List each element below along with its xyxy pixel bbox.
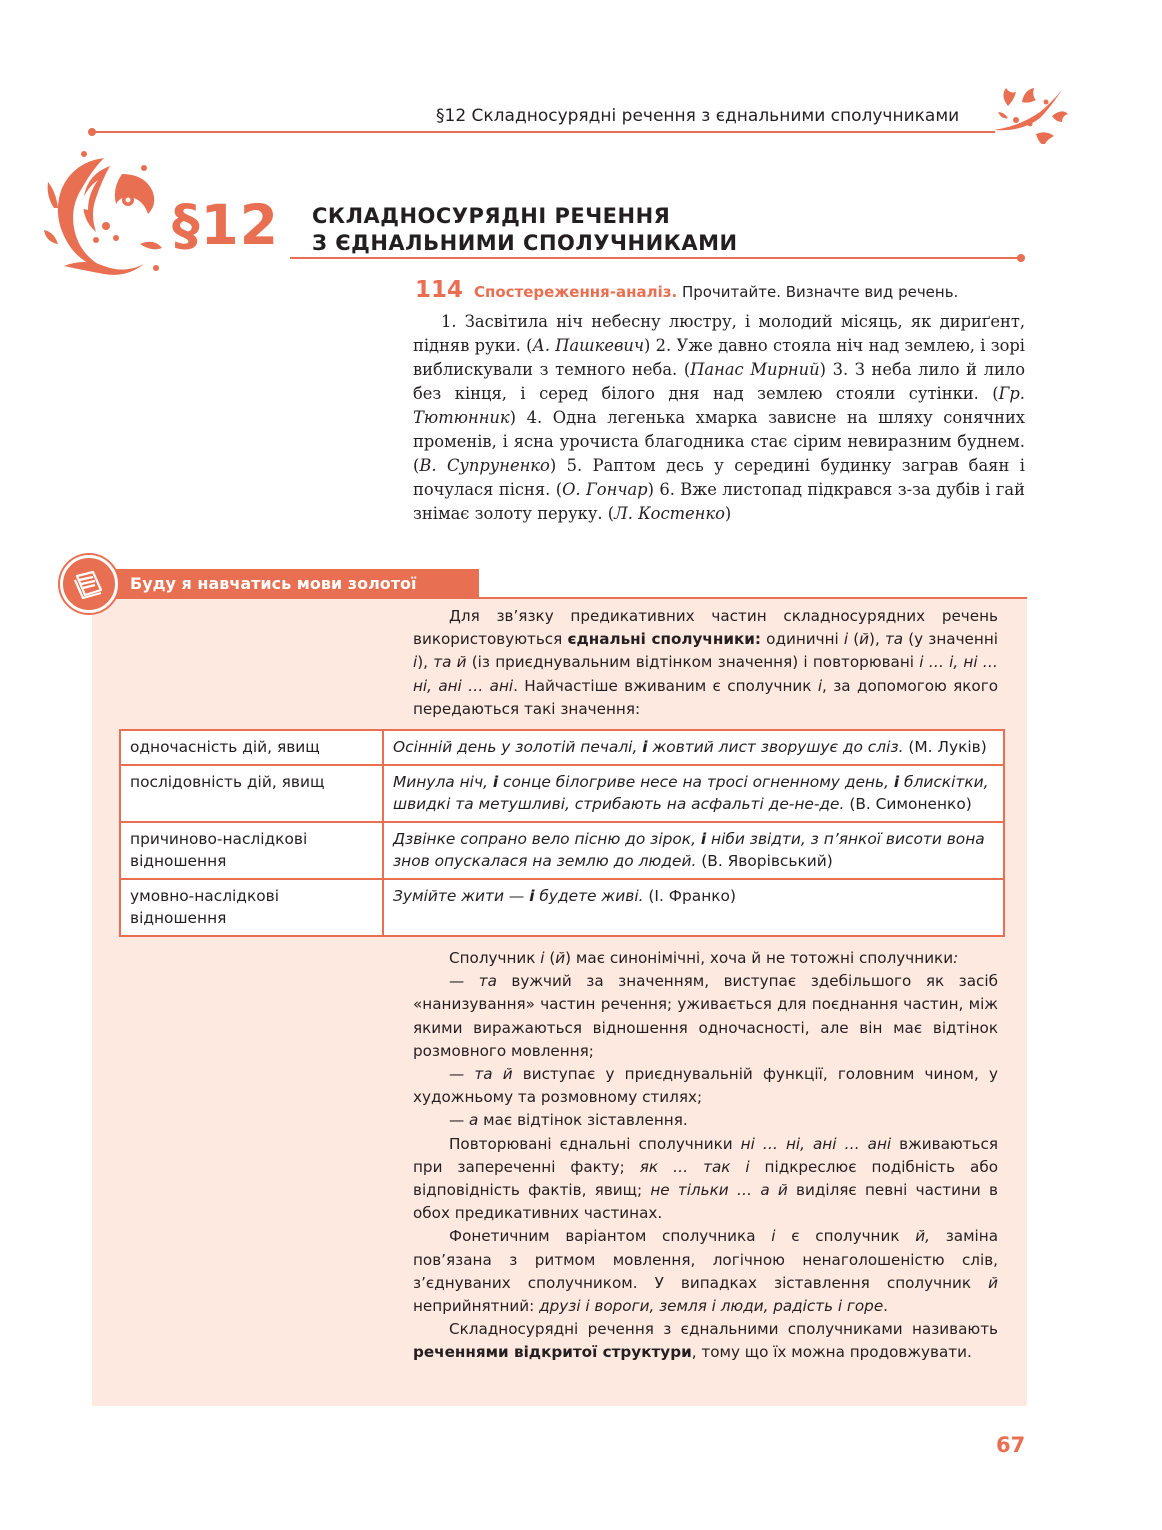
page-number: 67 bbox=[996, 1433, 1026, 1457]
exercise-text bbox=[413, 310, 1025, 526]
theory-text-run: ) має синонімічні, хоча й не тотожні сполучники bbox=[565, 949, 954, 967]
theory-text-run: і bbox=[771, 1227, 776, 1246]
exercise-paragraph bbox=[413, 310, 1025, 526]
floral-ornament-icon bbox=[44, 148, 166, 286]
theory-paragraph bbox=[413, 1133, 998, 1226]
meaning-example bbox=[383, 765, 1004, 822]
example-run: блискітки, швидкі та метушливі, стрибають на асфальті де-не-де. bbox=[393, 773, 989, 813]
exercise-text-run: ) 4. Одна легенька хмарка зависне на шляху сонячних променів, і ясна урочиста благодника стає сірим невиразним буднем. ( bbox=[413, 408, 1025, 475]
exercise-task: Прочитайте. Визначте вид речень. bbox=[677, 283, 959, 301]
theory-intro bbox=[413, 605, 998, 721]
exercise-text-run: ) 6. Вже листопад підкрався з-за дубів і гай знімає золоту перуку. ( bbox=[413, 480, 1025, 523]
meaning-example bbox=[383, 822, 1004, 879]
section-title-line1: СКЛАДНОСУРЯДНІ РЕЧЕННЯ bbox=[312, 204, 671, 228]
theory-text-run: друзі і вороги, земля і люди, радість і горе bbox=[539, 1297, 884, 1316]
meanings-table bbox=[119, 729, 1005, 937]
theory-text-run: підкреслює подібність або відповідність фактів, явищ; bbox=[413, 1157, 998, 1200]
theory-text-run: виділяє певні частини в обох предикативних частинах. bbox=[413, 1181, 998, 1223]
example-run: (В. Яворівський) bbox=[696, 852, 833, 870]
theory-intro-run: ), bbox=[417, 653, 434, 672]
example-run: жовтий лист зворушує до сліз. bbox=[647, 738, 904, 756]
theory-intro-run: й bbox=[859, 630, 870, 649]
small-flower-ornament-icon bbox=[990, 82, 1070, 144]
theory-text-run: — bbox=[449, 972, 479, 991]
theory-text-run: : bbox=[953, 949, 959, 967]
meaning-label: причиново-наслідкові відношення bbox=[120, 822, 383, 879]
theory-text-run: а bbox=[469, 1111, 479, 1130]
example-run: Минула ніч, bbox=[393, 773, 493, 791]
theory-text-run: і bbox=[540, 949, 545, 967]
example-run: сонце білогриве несе на тросі огненному день, bbox=[498, 773, 894, 791]
theory-text-run: заміна пов’язана з ритмом мовлення, логічною ненаголошеністю слів, з’єднуваних сполучником. У випадках зіставлення сполучник bbox=[413, 1227, 998, 1292]
example-run: Дзвінке сопрано вело пісню до зірок, bbox=[393, 830, 701, 848]
theory-intro-run: єднальні сполучники: bbox=[567, 630, 762, 649]
theory-text-run: ( bbox=[544, 949, 556, 967]
theory-paragraph bbox=[413, 947, 998, 970]
theory-paragraph bbox=[413, 1063, 998, 1109]
header-rule bbox=[90, 131, 995, 133]
exercise-text-run: 1. Засвітила ніч небесну люстру, і молодий місяць, як дириґент, підняв руки. ( bbox=[413, 312, 1025, 355]
example-run: і bbox=[700, 830, 707, 848]
example-run: (М. Луків) bbox=[903, 738, 987, 756]
title-rule-dot bbox=[1017, 254, 1025, 262]
example-run: (В. Симоненко) bbox=[844, 795, 972, 813]
theory-text-run: й bbox=[988, 1273, 998, 1292]
theory-intro-run: , за допомогою якого передаються такі значення: bbox=[413, 676, 998, 718]
exercise-heading bbox=[474, 283, 958, 301]
theory-intro-run: (із приєднувальним відтінком значення) і повторювані bbox=[466, 653, 920, 672]
theory-intro-run: . Найчастіше вживаним є сполучник bbox=[513, 676, 818, 695]
theory-intro-run: та й bbox=[433, 653, 467, 672]
theory-intro-run: і bbox=[817, 676, 823, 695]
running-header: §12 Складносурядні речення з єднальними сполучниками bbox=[436, 106, 960, 126]
theory-paragraph bbox=[413, 1225, 998, 1318]
theory-text-run: Сполучник bbox=[449, 949, 541, 967]
section-title bbox=[312, 203, 738, 257]
theory-intro-run: ), bbox=[869, 630, 885, 649]
meaning-label: послідовність дій, явищ bbox=[120, 765, 383, 822]
exercise-text-run: А. Пашкевич bbox=[532, 336, 645, 355]
theory-body bbox=[413, 947, 998, 1365]
theory-intro-run: та bbox=[884, 630, 904, 649]
example-run: ніби звідти, з п’янкої висоти вона знов опускалася на землю до людей. bbox=[393, 830, 985, 870]
theory-text-run: та bbox=[478, 972, 497, 991]
example-run: і bbox=[893, 773, 900, 791]
exercise-text-run: Л. Костенко bbox=[614, 504, 725, 523]
theory-text-run: й, bbox=[915, 1227, 930, 1246]
example-run: (І. Франко) bbox=[643, 887, 736, 905]
section-title-line2: З ЄДНАЛЬНИМИ СПОЛУЧНИКАМИ bbox=[312, 231, 738, 255]
example-run: Осінній день у золотій печалі, bbox=[393, 738, 643, 756]
example-run: і bbox=[492, 773, 499, 791]
exercise-text-run: ) bbox=[724, 504, 732, 523]
meaning-example bbox=[383, 730, 1004, 765]
theory-text-run: є сполучник bbox=[775, 1227, 916, 1246]
book-pencil-icon bbox=[60, 555, 118, 613]
theory-text-run: реченнями відкритої структури bbox=[413, 1343, 692, 1362]
theory-text-run: й bbox=[555, 949, 566, 967]
theory-intro-run: одиничні bbox=[761, 630, 844, 649]
theory-banner: Буду я навчатись мови золотої bbox=[116, 569, 479, 598]
theory-text-run: , тому що їх можна продовжувати. bbox=[691, 1343, 972, 1362]
theory-text-run: вживаються при запереченні факту; bbox=[413, 1134, 998, 1176]
theory-text-run: вужчий за значенням, виступає здебільшого як засіб «нанизування» частин речення; уживається для поєднання частин, між якими виражаються відношення одночасності, але він має відтінок розмовного мовлення; bbox=[413, 972, 998, 1060]
theory-paragraph bbox=[413, 1318, 998, 1364]
example-run: і bbox=[529, 887, 535, 905]
theory-text-run: — bbox=[449, 1111, 470, 1130]
meaning-example bbox=[383, 879, 1004, 936]
theory-paragraph bbox=[413, 1109, 998, 1132]
title-rule bbox=[290, 257, 1020, 259]
theory-text-run: Повторювані єднальні сполучники bbox=[449, 1134, 741, 1153]
theory-intro-run: і bbox=[413, 653, 418, 672]
meaning-label: умовно-наслідкові відношення bbox=[120, 879, 383, 936]
table-row bbox=[120, 822, 1004, 879]
theory-text-run: ні … ні, ані … ані bbox=[740, 1134, 892, 1153]
exercise-text-run: ) 5. Раптом десь у середині будинку заграв баян і почулася пісня. ( bbox=[413, 456, 1025, 499]
exercise-text-run: ) 3. З неба лило й лило без кінця, і серед білого дня над землею стояли сутінки. ( bbox=[413, 360, 1025, 403]
theory-text-run: та й bbox=[474, 1065, 513, 1084]
exercise-number: 114 bbox=[415, 277, 464, 303]
meaning-label: одночасність дій, явищ bbox=[120, 730, 383, 765]
theory-text-run: Фонетичним варіантом сполучника bbox=[449, 1227, 772, 1246]
table-row bbox=[120, 879, 1004, 936]
theory-intro-run: і bbox=[843, 630, 849, 649]
theory-text-run: не тільки … а й bbox=[650, 1181, 788, 1200]
theory-intro-paragraph bbox=[413, 605, 998, 721]
theory-text-run: — bbox=[449, 1065, 475, 1084]
table-row bbox=[120, 730, 1004, 765]
theory-paragraph bbox=[413, 970, 998, 1063]
exercise-text-run: Гр. Тютюнник bbox=[413, 384, 1025, 427]
theory-intro-run: Для зв’язку предикативних частин складносурядних речень використовуються bbox=[413, 607, 998, 649]
exercise-text-run: ) 2. Уже давно стояла ніч над землею, і зорі виблискували з темного неба. ( bbox=[413, 336, 1025, 379]
table-row bbox=[120, 765, 1004, 822]
theory-text-run: як … так і bbox=[639, 1157, 750, 1176]
exercise-tag: Спостереження-аналіз. bbox=[474, 283, 678, 301]
exercise-text-run: Панас Мирний bbox=[690, 360, 820, 379]
example-run: Зумійте жити — bbox=[393, 887, 530, 905]
theory-text-run: . bbox=[883, 1297, 888, 1316]
theory-intro-run: ( bbox=[848, 630, 860, 649]
theory-intro-run: (у значенні bbox=[903, 630, 998, 649]
header-rule-dot bbox=[88, 128, 96, 136]
exercise-text-run: О. Гончар bbox=[562, 480, 648, 499]
example-run: будете живі. bbox=[534, 887, 644, 905]
exercise-text-run: В. Супруненко bbox=[419, 456, 550, 475]
theory-text-run: виступає у приєднувальній функції, головним чином, у художньому та розмовному стилях; bbox=[413, 1065, 998, 1107]
theory-text-run: неприйнятний: bbox=[413, 1297, 540, 1316]
theory-intro-run: і … і, ні … ні, ані … ані bbox=[413, 653, 998, 695]
section-number: §12 bbox=[172, 193, 280, 257]
example-run: і bbox=[642, 738, 648, 756]
theory-text-run: Складносурядні речення з єднальними сполучниками називають bbox=[449, 1320, 998, 1339]
theory-text-run: має відтінок зіставлення. bbox=[478, 1111, 688, 1130]
